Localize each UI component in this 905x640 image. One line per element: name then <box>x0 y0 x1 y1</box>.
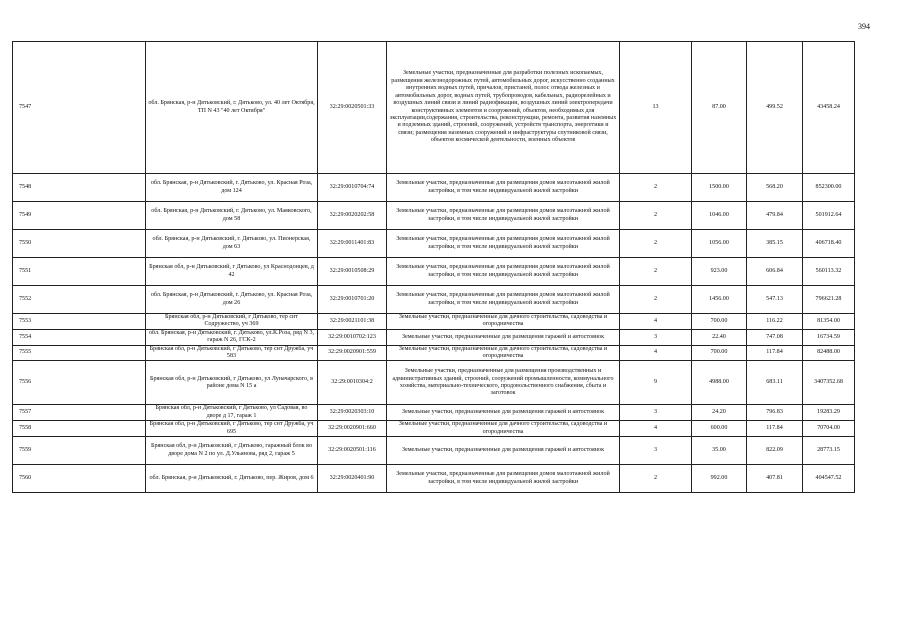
record-number-cell: 7560 <box>13 465 146 493</box>
record-number-cell: 7551 <box>13 258 146 286</box>
area-cell: 923.00 <box>692 258 747 286</box>
area-cell: 700.00 <box>692 314 747 330</box>
cadastral-number-cell: 32:29:0020202:58 <box>318 202 387 230</box>
area-cell: 22.40 <box>692 329 747 345</box>
cadastral-number-cell: 32:29:0020501:33 <box>318 42 387 174</box>
address-cell: Брянская обл, р-н Дятьковский, г Дятьково, тер снт Дружба, уч 583 <box>146 345 318 361</box>
area-cell: 992.00 <box>692 465 747 493</box>
group-number-cell: 2 <box>620 258 692 286</box>
table-row <box>13 421 855 437</box>
record-number-cell: 7556 <box>13 361 146 405</box>
group-number-cell: 4 <box>620 421 692 437</box>
land-use-cell: Земельные участки, предназначенные для размещения гаражей и автостоянок <box>387 329 620 345</box>
cadastral-number-cell: 32:29:0020501:116 <box>318 437 387 465</box>
table-row <box>13 258 855 286</box>
group-number-cell: 13 <box>620 42 692 174</box>
record-number-cell: 7553 <box>13 314 146 330</box>
cadastral-value-cell: 81354.00 <box>803 314 855 330</box>
area-cell: 24.20 <box>692 405 747 421</box>
area-cell: 35.00 <box>692 437 747 465</box>
area-cell: 1500.00 <box>692 174 747 202</box>
specific-value-cell: 796.83 <box>747 405 803 421</box>
table-row <box>13 42 855 174</box>
table-row <box>13 314 855 330</box>
specific-value-cell: 822.09 <box>747 437 803 465</box>
address-cell: обл. Брянская, р-н Дятьковский, г. Дятьково, ул. 40 лет Октября, ТП N 43 "40 лет Октября" <box>146 42 318 174</box>
specific-value-cell: 117.84 <box>747 421 803 437</box>
land-use-cell: Земельные участки, предназначенные для дачного строительства, садоводства и огородничества <box>387 314 620 330</box>
group-number-cell: 2 <box>620 230 692 258</box>
land-use-cell: Земельные участки, предназначенные для размещения производственных и административных зданий, строений, сооружений промышленности, коммунального хозяйства, материально-технического, продовольственного снабжения, сбыта и заготовок <box>387 361 620 405</box>
cadastral-value-cell: 82488.00 <box>803 345 855 361</box>
record-number-cell: 7550 <box>13 230 146 258</box>
address-cell: Брянская обл, р-н Дятьковский, г Дятьково, гаражный блок во дворе дома N 2 по ул. Д.Ульянова, ряд 2, гараж 5 <box>146 437 318 465</box>
specific-value-cell: 683.11 <box>747 361 803 405</box>
group-number-cell: 3 <box>620 329 692 345</box>
group-number-cell: 3 <box>620 405 692 421</box>
page-number: 394 <box>858 22 870 31</box>
group-number-cell: 2 <box>620 174 692 202</box>
specific-value-cell: 747.08 <box>747 329 803 345</box>
land-use-cell: Земельные участки, предназначенные для размещения домов малоэтажной жилой застройки, в том числе индивидуальной жилой застройки <box>387 286 620 314</box>
record-number-cell: 7552 <box>13 286 146 314</box>
cadastral-value-cell: 28773.15 <box>803 437 855 465</box>
cadastral-value-cell: 16734.59 <box>803 329 855 345</box>
cadastral-value-cell: 796621.28 <box>803 286 855 314</box>
cadastral-number-cell: 32:29:0010701:20 <box>318 286 387 314</box>
land-use-cell: Земельные участки, предназначенные для размещения домов малоэтажной жилой застройки, в том числе индивидуальной жилой застройки <box>387 258 620 286</box>
specific-value-cell: 116.22 <box>747 314 803 330</box>
table-row <box>13 230 855 258</box>
land-use-cell: Земельные участки, предназначенные для размещения домов малоэтажной жилой застройки, в том числе индивидуальной жилой застройки <box>387 465 620 493</box>
table-row <box>13 202 855 230</box>
address-cell: обл. Брянская, р-н Дятьковский, г. Дятьково, ул. Красная Роза, дом 26 <box>146 286 318 314</box>
specific-value-cell: 568.20 <box>747 174 803 202</box>
cadastral-number-cell: 32:29:0010702:123 <box>318 329 387 345</box>
land-use-cell: Земельные участки, предназначенные для размещения домов малоэтажной жилой застройки, в том числе индивидуальной жилой застройки <box>387 230 620 258</box>
specific-value-cell: 407.81 <box>747 465 803 493</box>
table-row <box>13 329 855 345</box>
area-cell: 600.00 <box>692 421 747 437</box>
record-number-cell: 7558 <box>13 421 146 437</box>
cadastral-number-cell: 32:29:0010304:2 <box>318 361 387 405</box>
land-use-cell: Земельные участки, предназначенные для дачного строительства, садоводства и огородничества <box>387 345 620 361</box>
land-cadastral-value-table <box>12 41 855 493</box>
area-cell: 1456.00 <box>692 286 747 314</box>
group-number-cell: 9 <box>620 361 692 405</box>
group-number-cell: 2 <box>620 465 692 493</box>
record-number-cell: 7555 <box>13 345 146 361</box>
address-cell: обл. Брянская, р-н Дятьковский, г. Дятьково, ул. Пионерская, дом 63 <box>146 230 318 258</box>
cadastral-value-cell: 560113.32 <box>803 258 855 286</box>
address-cell: Брянская обл, р-н Дятьковский, г Дятьково, ул Луначарского, в районе дома N 15 а <box>146 361 318 405</box>
cadastral-number-cell: 32:29:0011401:83 <box>318 230 387 258</box>
cadastral-number-cell: 32:29:0020303:10 <box>318 405 387 421</box>
cadastral-value-cell: 70704.00 <box>803 421 855 437</box>
cadastral-number-cell: 32:29:0020901:660 <box>318 421 387 437</box>
land-use-cell: Земельные участки, предназначенные для размещения гаражей и автостоянок <box>387 437 620 465</box>
table-row <box>13 437 855 465</box>
land-use-cell: Земельные участки, предназначенные для размещения домов малоэтажной жилой застройки, в том числе индивидуальной жилой застройки <box>387 202 620 230</box>
cadastral-number-cell: 32:29:0020901:559 <box>318 345 387 361</box>
address-cell: обл. Брянская, р-н Дятьковский, г. Дятьково, ул.К.Роза, ряд N 3, гараж N 26, ГСК-2 <box>146 329 318 345</box>
address-cell: Брянская обл, р-н Дятьковский, г Дятьково, тер снт Содружество, уч 369 <box>146 314 318 330</box>
address-cell: Брянская обл, р-н Дятьковский, г Дятьково, ул Садовая, во дворе д 17, гараж 1 <box>146 405 318 421</box>
group-number-cell: 2 <box>620 286 692 314</box>
table-row <box>13 361 855 405</box>
cadastral-number-cell: 32:29:0010704:74 <box>318 174 387 202</box>
address-cell: обл. Брянская, р-н Дятьковский, г. Дятьково, ул. Маяковского, дом 58 <box>146 202 318 230</box>
group-number-cell: 2 <box>620 202 692 230</box>
table-row <box>13 286 855 314</box>
table-body <box>13 42 855 493</box>
area-cell: 1046.00 <box>692 202 747 230</box>
table-row <box>13 345 855 361</box>
table-row <box>13 465 855 493</box>
cadastral-value-cell: 3407352.68 <box>803 361 855 405</box>
address-cell: Брянская обл, р-н Дятьковский, г Дятьково, ул Краснодонцев, д 42 <box>146 258 318 286</box>
table-row <box>13 174 855 202</box>
cadastral-number-cell: 32:29:0020401:90 <box>318 465 387 493</box>
address-cell: обл. Брянская, р-н Дятьковский, г. Дятьково, пер. Жиров, дом 6 <box>146 465 318 493</box>
cadastral-value-cell: 406718.40 <box>803 230 855 258</box>
area-cell: 1056.00 <box>692 230 747 258</box>
cadastral-value-cell: 404547.52 <box>803 465 855 493</box>
area-cell: 700.00 <box>692 345 747 361</box>
record-number-cell: 7559 <box>13 437 146 465</box>
specific-value-cell: 385.15 <box>747 230 803 258</box>
specific-value-cell: 606.84 <box>747 258 803 286</box>
record-number-cell: 7547 <box>13 42 146 174</box>
group-number-cell: 4 <box>620 314 692 330</box>
record-number-cell: 7554 <box>13 329 146 345</box>
cadastral-number-cell: 32:29:0010508:29 <box>318 258 387 286</box>
cadastral-value-cell: 19283.29 <box>803 405 855 421</box>
table-row <box>13 405 855 421</box>
cadastral-number-cell: 32:29:0021101:38 <box>318 314 387 330</box>
record-number-cell: 7557 <box>13 405 146 421</box>
area-cell: 4988.00 <box>692 361 747 405</box>
address-cell: Брянская обл, р-н Дятьковский, г Дятьково, тер снт Дружба, уч 695 <box>146 421 318 437</box>
area-cell: 87.00 <box>692 42 747 174</box>
cadastral-value-cell: 852300.00 <box>803 174 855 202</box>
specific-value-cell: 479.84 <box>747 202 803 230</box>
address-cell: обл. Брянская, р-н Дятьковский, г. Дятьково, ул. Красная Роза, дом 124 <box>146 174 318 202</box>
specific-value-cell: 547.13 <box>747 286 803 314</box>
cadastral-value-cell: 501912.64 <box>803 202 855 230</box>
land-use-cell: Земельные участки, предназначенные для размещения гаражей и автостоянок <box>387 405 620 421</box>
land-use-cell: Земельные участки, предназначенные для размещения домов малоэтажной жилой застройки, в том числе индивидуальной жилой застройки <box>387 174 620 202</box>
cadastral-value-cell: 43458.24 <box>803 42 855 174</box>
group-number-cell: 3 <box>620 437 692 465</box>
record-number-cell: 7548 <box>13 174 146 202</box>
record-number-cell: 7549 <box>13 202 146 230</box>
land-use-cell: Земельные участки, предназначенные для разработки полезных ископаемых, размещения железнодорожных путей, автомобильных дорог, искусственно созданных внутренних водных путей, причалов, пристаней, полос отвода железных и автомобильных дорог, водных путей, трубопроводов, кабельных, радиорелейных и воздушных линий связи и линий радиофикации, воздушных линий электропередачи конструктивных элементов и сооружений, объектов, необходимых для эксплуатации,содержания, строительства, реконструкции, ремонта, развития наземных и подземных зданий, строений, сооружений, устройств транспорта, энергетики и связи; размещения наземных сооружений и инфраструктуры спутниковой связи, объектов космической деятельности, военных объектов <box>387 42 620 174</box>
group-number-cell: 4 <box>620 345 692 361</box>
specific-value-cell: 499.52 <box>747 42 803 174</box>
specific-value-cell: 117.84 <box>747 345 803 361</box>
land-use-cell: Земельные участки, предназначенные для дачного строительства, садоводства и огородничества <box>387 421 620 437</box>
